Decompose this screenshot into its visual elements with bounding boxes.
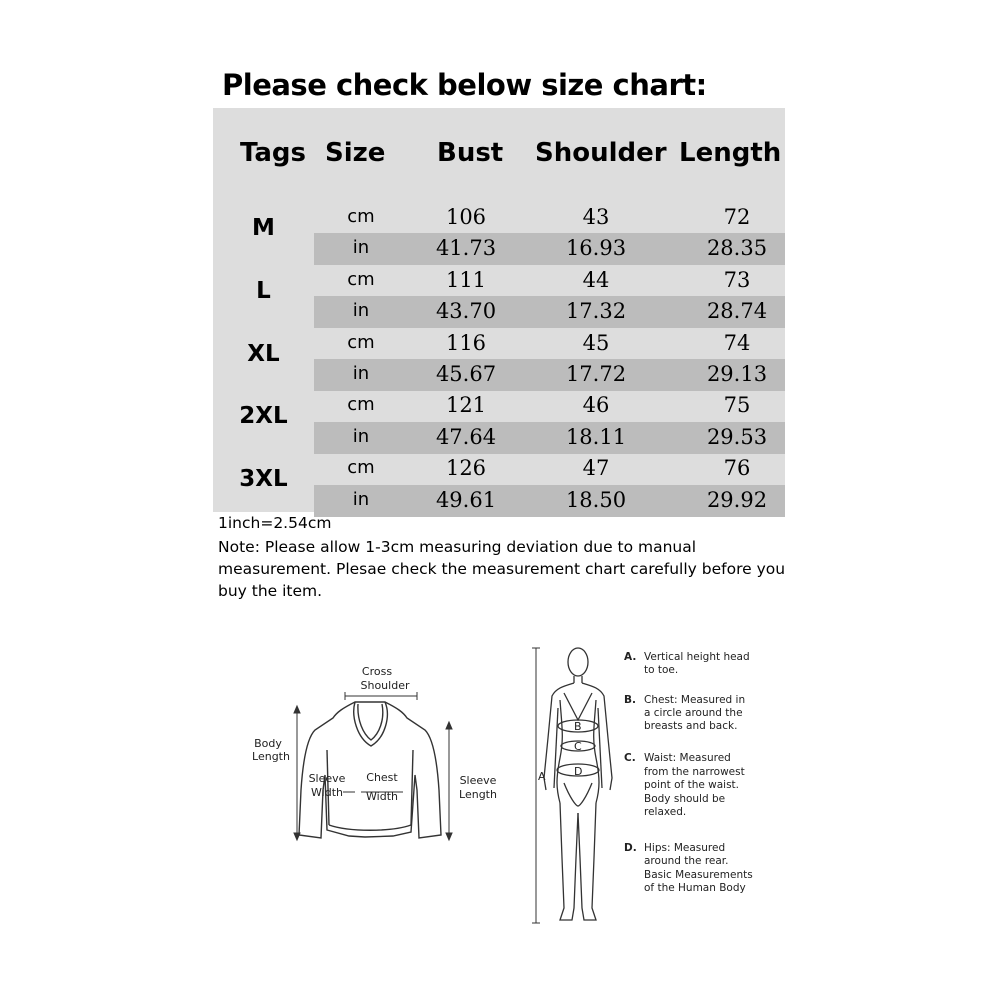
table-cell-unit: cm <box>347 206 375 227</box>
body-length-label-2: Length <box>252 750 290 763</box>
table-cell-bust: 126 <box>445 456 487 481</box>
table-cell-length: 29.13 <box>706 362 768 386</box>
table-cell-bust: 106 <box>445 205 487 229</box>
legend-d-line1: Hips: Measured <box>644 842 726 854</box>
legend-d-line3: Basic Measurements <box>644 869 753 881</box>
table-cell-bust: 116 <box>445 330 487 355</box>
table-cell-shoulder: 17.32 <box>565 299 627 324</box>
sleeve-width-label-1: Sleeve <box>308 772 346 785</box>
table-cell-length: 76 <box>723 456 751 481</box>
table-cell-length: 72 <box>723 205 751 229</box>
table-cell-bust: 47.64 <box>435 424 497 449</box>
table-cell-bust: 41.73 <box>435 236 497 261</box>
size-tag: L <box>256 277 271 304</box>
legend-d-line2: around the rear. <box>644 855 729 867</box>
page-title: Please check below size chart: <box>222 68 707 102</box>
body-measurement-diagram <box>530 638 780 938</box>
legend-a-line2: to toe. <box>644 664 679 676</box>
table-cell-unit: cm <box>347 457 375 479</box>
size-tag: 3XL <box>239 466 288 493</box>
size-tag: 2XL <box>239 403 288 430</box>
garment-measurement-diagram <box>245 660 505 860</box>
legend-c-line4: Body should be <box>644 793 726 805</box>
unit-conversion-note: 1inch=2.54cm <box>218 514 332 532</box>
table-cell-shoulder: 44 <box>582 267 610 292</box>
table-cell-unit: in <box>352 488 370 510</box>
table-cell-bust: 111 <box>445 267 487 292</box>
legend-b-line1: Chest: Measured in <box>644 694 746 706</box>
cross-shoulder-label-1: Cross <box>361 665 393 678</box>
legend-c-line2: from the narrowest <box>644 766 745 778</box>
table-cell-bust: 45.67 <box>435 362 497 386</box>
legend-c-line5: relaxed. <box>644 806 687 818</box>
table-cell-shoulder: 46 <box>582 393 610 418</box>
marker-b: B <box>574 720 582 733</box>
legend-b-line2: a circle around the <box>644 707 743 719</box>
table-cell-shoulder: 17.72 <box>565 362 627 386</box>
table-cell-length: 29.92 <box>706 487 768 512</box>
table-cell-shoulder: 43 <box>582 205 610 229</box>
table-cell-length: 28.74 <box>706 299 768 324</box>
table-cell-length: 29.53 <box>706 424 768 449</box>
legend-b-line3: breasts and back. <box>644 720 738 732</box>
size-tag: XL <box>247 340 280 367</box>
table-cell-unit: cm <box>347 394 375 416</box>
header-size: Size <box>325 138 386 168</box>
marker-a: A <box>538 770 546 783</box>
table-cell-unit: in <box>352 363 370 384</box>
size-chart-table <box>213 108 785 512</box>
table-cell-length: 75 <box>723 393 751 418</box>
table-cell-length: 73 <box>723 267 751 292</box>
table-cell-unit: in <box>352 425 370 447</box>
header-tags: Tags <box>240 138 307 168</box>
table-cell-unit: cm <box>347 268 375 290</box>
table-cell-shoulder: 45 <box>582 330 610 355</box>
marker-c: C <box>574 740 582 753</box>
cross-shoulder-label-2: Shoulder <box>360 679 410 692</box>
legend-d-letter: D. <box>624 842 637 854</box>
table-cell-bust: 49.61 <box>435 487 497 512</box>
legend-c-line3: point of the waist. <box>644 779 740 791</box>
legend-c-letter: C. <box>624 752 636 764</box>
body-length-label-1: Body <box>254 737 282 750</box>
table-cell-unit: in <box>352 237 370 259</box>
header-bust: Bust <box>437 138 504 168</box>
table-cell-shoulder: 16.93 <box>565 236 627 261</box>
table-cell-shoulder: 18.11 <box>565 424 627 449</box>
table-cell-length: 28.35 <box>706 236 768 261</box>
legend-a-line1: Vertical height head <box>644 651 750 663</box>
table-cell-unit: cm <box>347 331 375 353</box>
legend-b-letter: B. <box>624 694 636 706</box>
header-length: Length <box>679 138 782 168</box>
sleeve-length-label-1: Sleeve <box>459 774 497 787</box>
sleeve-length-label-2: Length <box>459 788 497 801</box>
legend-d-line4: of the Human Body <box>644 882 746 894</box>
legend-c-line1: Waist: Measured <box>644 752 731 764</box>
table-cell-shoulder: 18.50 <box>565 487 627 512</box>
table-cell-bust: 43.70 <box>435 299 497 324</box>
table-cell-shoulder: 47 <box>582 456 610 481</box>
legend-a-letter: A. <box>624 651 637 663</box>
chest-width-label-2: Width <box>366 790 398 803</box>
measurement-note: Note: Please allow 1-3cm measuring deviation due to manual measurement. Plesae check the measurement chart carefully before you buy the item. <box>218 538 786 600</box>
table-cell-unit: in <box>352 300 370 322</box>
size-tag: M <box>252 215 275 241</box>
table-cell-length: 74 <box>723 330 751 355</box>
marker-d: D <box>574 765 583 778</box>
header-shoulder: Shoulder <box>535 138 667 168</box>
chest-width-label-1: Chest <box>366 771 398 784</box>
sleeve-width-label-2: Width <box>311 786 343 799</box>
table-cell-bust: 121 <box>445 393 487 418</box>
